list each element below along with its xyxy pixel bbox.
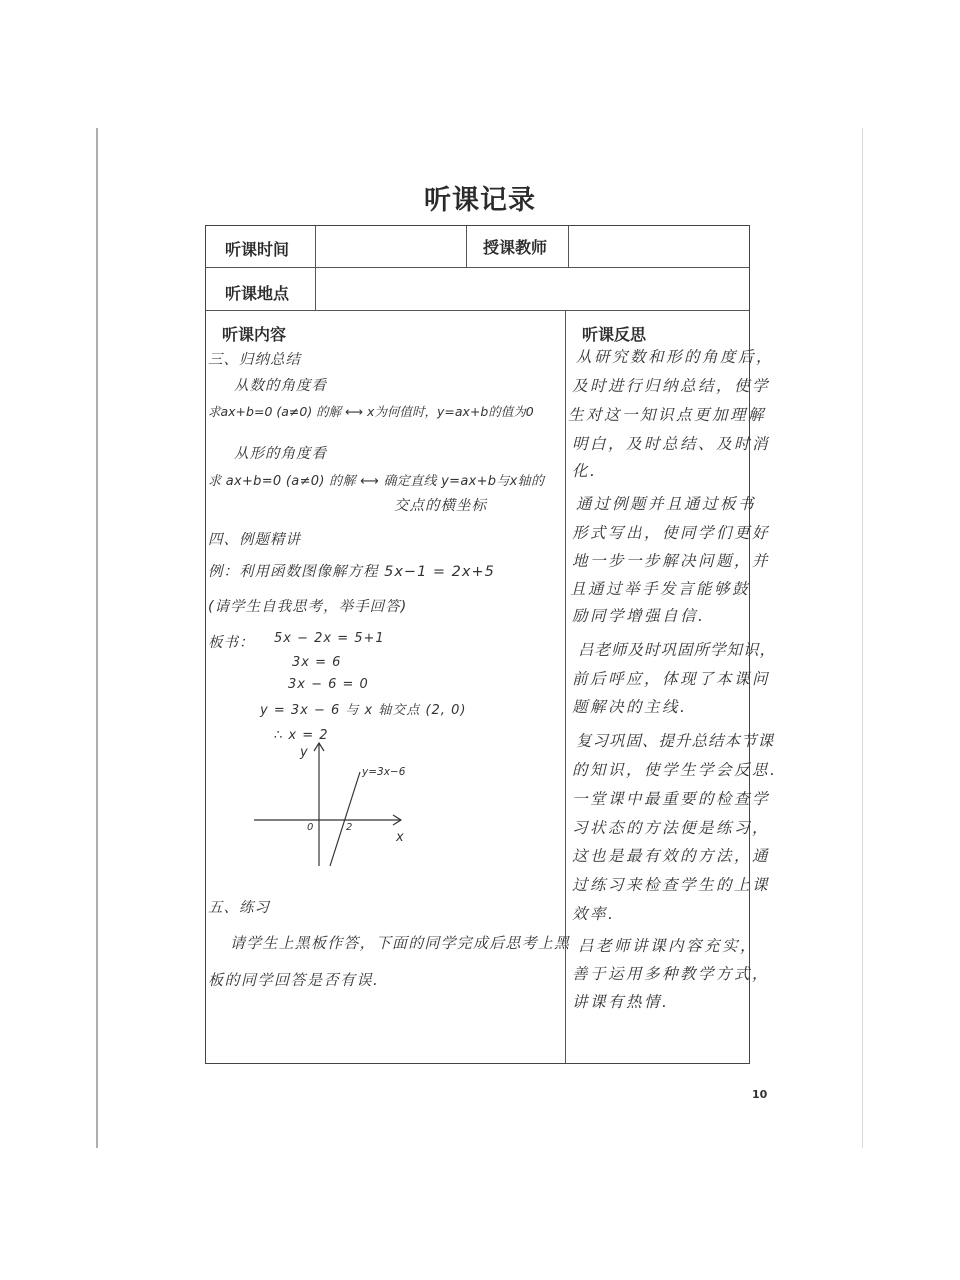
reflection-line: 励同学增强自信. <box>572 607 706 625</box>
reflection-line: 明白，及时总结、及时消 <box>572 435 771 453</box>
page-number: 10 <box>752 1088 768 1101</box>
scan-edge-right <box>862 128 863 1148</box>
content-heading: 听课内容 <box>222 325 287 344</box>
content-line: 四、例题精讲 <box>208 532 301 548</box>
teacher-label: 授课教师 <box>483 238 548 257</box>
reflection-line: 这也是最有效的方法，通 <box>572 847 771 865</box>
reflection-line: 从研究数和形的角度后， <box>576 348 775 366</box>
content-line: 例：利用函数图像解方程 5x−1 = 2x+5 <box>208 564 495 580</box>
reflection-line: 通过例题并且通过板书 <box>576 495 757 513</box>
reflection-line: 题解决的主线. <box>572 698 688 716</box>
reflection-line: 前后呼应，体现了本课问 <box>572 670 771 688</box>
reflection-line: 地一步一步解决问题，并 <box>572 552 771 570</box>
content-line: 请学生上黑板作答，下面的同学完成后思考上黑 <box>230 934 571 952</box>
content-line: 5x − 2x = 5+1 <box>274 631 385 646</box>
content-line: 3x − 6 = 0 <box>288 677 369 692</box>
reflection-line: 复习巩固、提升总结本节课 <box>576 732 775 750</box>
content-line: 求ax+b=0 (a≠0) 的解 ⟷ x为何值时，y=ax+b的值为0 <box>208 404 534 419</box>
function-line <box>330 772 360 866</box>
content-line: 求 ax+b=0 (a≠0) 的解 ⟷ 确定直线 y=ax+b与x轴的 <box>208 474 545 489</box>
content-line: (请学生自我思考，举手回答) <box>208 599 408 615</box>
line-graph <box>251 738 411 868</box>
reflection-line: 一堂课中最重要的检查学 <box>572 790 771 808</box>
graph-line-label: y=3x−6 <box>362 766 406 778</box>
row-divider-1 <box>206 267 749 268</box>
row-divider-2 <box>206 310 749 311</box>
record-table <box>205 225 778 1064</box>
reflection-heading: 听课反思 <box>582 325 647 344</box>
teacher-label-left-divider <box>466 226 467 267</box>
reflection-line: 善于运用多种教学方式， <box>572 965 771 983</box>
content-line: 从数的角度看 <box>234 378 327 394</box>
reflection-line: 过练习来检查学生的上课 <box>572 876 771 894</box>
reflection-line: 及时进行归纳总结，使学 <box>572 377 771 395</box>
reflection-line: 讲课有热情. <box>572 993 670 1011</box>
content-line: 交点的横坐标 <box>394 498 487 514</box>
reflection-line: 化. <box>572 462 598 480</box>
page-title: 听课记录 <box>424 185 536 216</box>
teacher-value <box>578 237 738 257</box>
reflection-line: 习状态的方法便是练习， <box>572 819 771 837</box>
content-line: ∴ x = 2 <box>274 728 329 743</box>
content-line: 板的同学回答是否有误. <box>208 971 380 989</box>
reflection-line: 生对这一知识点更加理解 <box>568 406 767 424</box>
content-line: 从形的角度看 <box>234 446 327 462</box>
teacher-label-right-divider <box>568 226 569 267</box>
content-line: 三、归纳总结 <box>208 352 301 368</box>
reflection-line: 效率. <box>572 905 616 923</box>
content-line: y = 3x − 6 与 x 轴交点 (2, 0) <box>260 703 467 718</box>
label-col-divider <box>315 226 316 310</box>
scan-edge-left <box>96 128 98 1148</box>
reflection-line: 且通过举手发言能够鼓 <box>570 580 751 598</box>
content-line: 板书： <box>208 635 255 651</box>
location-label: 听课地点 <box>225 284 290 303</box>
graph-y-label: y <box>300 745 309 760</box>
graph-x-label: x <box>396 830 405 845</box>
content-line: 3x = 6 <box>292 655 342 670</box>
reflection-line: 形式写出，使同学们更好 <box>572 524 771 542</box>
reflection-line: 吕老师及时巩固所学知识， <box>578 641 777 659</box>
time-value <box>326 237 456 257</box>
time-label: 听课时间 <box>225 240 290 259</box>
graph-origin-label: 0 <box>307 822 315 833</box>
location-value <box>326 281 726 301</box>
graph-intercept-label: 2 <box>346 822 354 833</box>
content-line: 五、练习 <box>208 900 270 916</box>
reflection-line: 吕老师讲课内容充实， <box>578 937 759 955</box>
reflection-line: 的知识，使学生学会反思. <box>572 761 778 779</box>
